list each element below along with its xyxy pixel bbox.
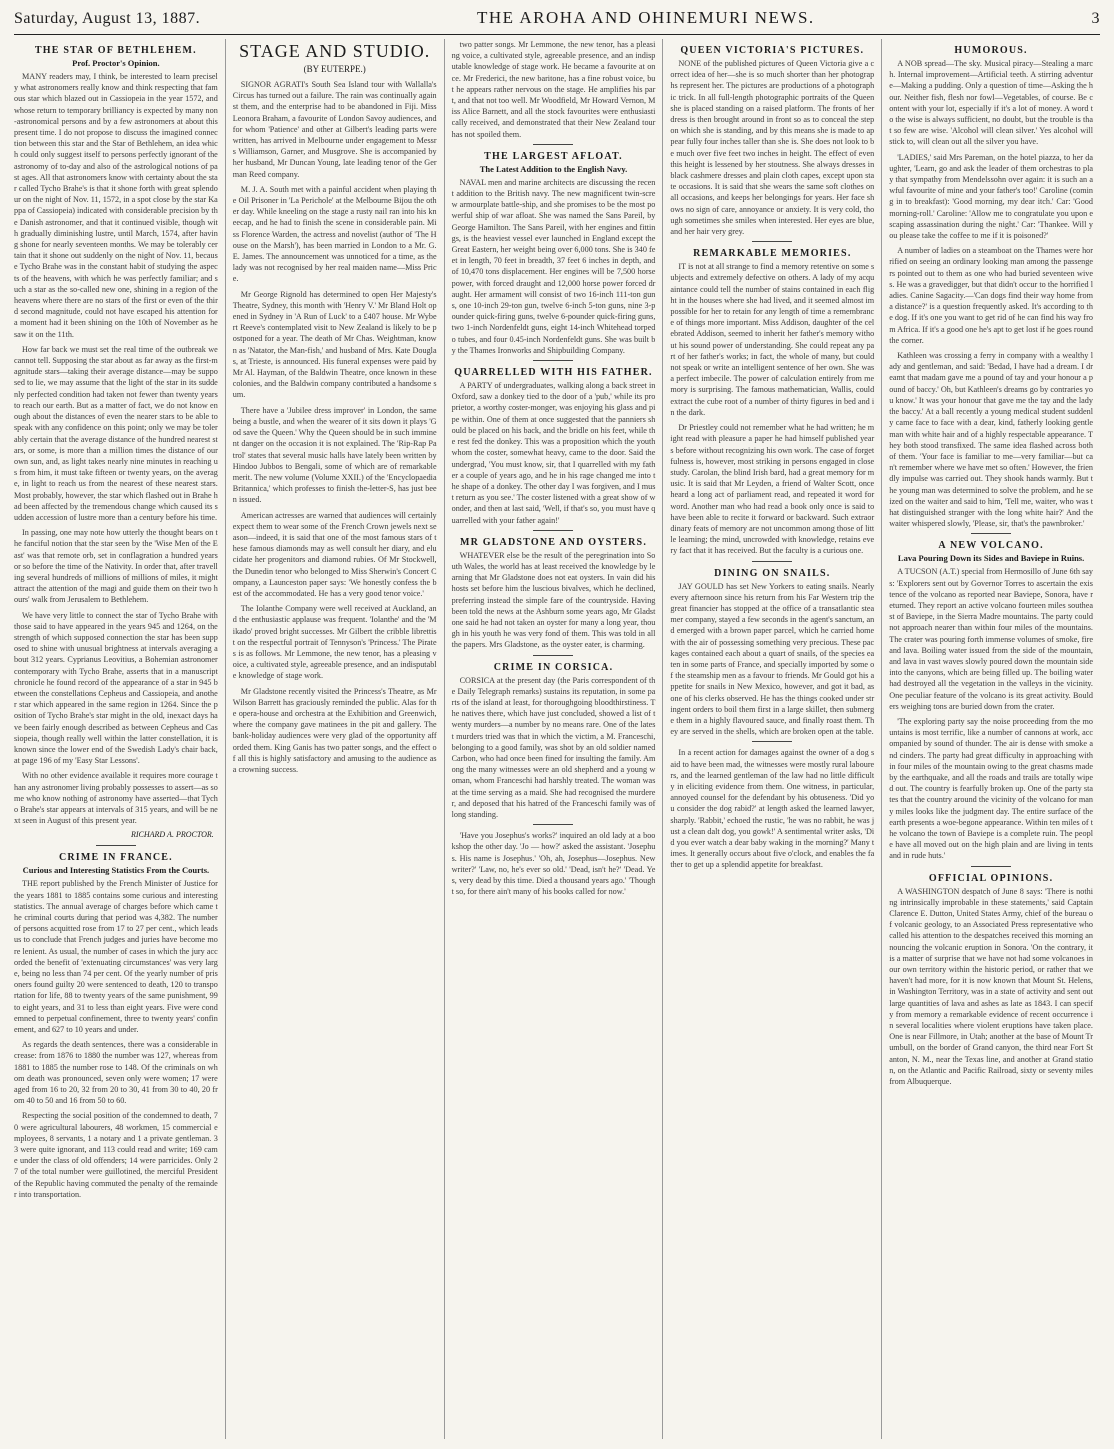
article-paragraph: A PARTY of undergraduates, walking along a back street in Oxford, saw a donkey tied to the door of a 'pub,' while its proprietor, a worthy coster-monger, was enjoying his glass and pipe within. One of them at once suggested that the panniers should be placed on his back, and the bridle on his feet, while the rest fed the donkey. This was a proposition which the youth whom the coster, somewhat heavy, came to the door. Said the undergrad, 'You must know, sir, that I quarrelled with my father a couple of years ago, and he in his rage changed me into the shape of a donkey. The other day I was forgiven, and I must return as you see.' The coster listened with a great show of wonder, and then at last said, 'Well, if that's so, you must have quarrelled with your father again!' [451,381,656,525]
article-paragraph: As regards the death sentences, there was a considerable increase: from 1876 to 1880 the number was 127, whereas from 1881 to 1885 the number rose to 148. Of the criminals on whom death was pronounced, seven only were women; 17 were aged from 16 to 20, 32 from 20 to 30, 41 from 30 to 40, 20 from 40 to 50 and 16 from 50 to 60. [14,1040,218,1106]
article-subhead-volcano: Lava Pouring Down its Sides and Baviepe in Ruins. [897,553,1085,564]
article-paragraph: A TUCSON (A.T.) special from Hermosillo of June 6th says: 'Explorers sent out by Governor Torres to ascertain the existence of the volcano as reported near Baviepe, Sonora, have returned. They report an active volcano fourteen miles southeast of Baviepe, in the Sierra Madre mountains. The party could not approach nearer than within four miles of the mountains. The crater was pouring forth immense volumes of smoke, fire and lava. Boiling water issued from the side of the mountain, and lava in vast waves slowly poured down the mountain side into the canyons, which are being filled up. The boiling water had destroyed all the vegetation in the valleys in the vicinity. One peculiar feature of the volcano is its great activity. Boulders weighing tons are buried down from the crater. [889,567,1093,711]
article-subhead-crime: Curious and Interesting Statistics From the Courts. [22,865,210,876]
divider [533,824,573,825]
article-heading-victoria: QUEEN VICTORIA'S PICTURES. [680,45,865,56]
article-paragraph: 'Have you Josephus's works?' inquired an old lady at a bookshop the other day. 'Jo — how?' asked the assistant. 'Josephus. His name is Josephus.' 'Oh, ah, Josephus—Josephus. New writer?' 'Law, no, he's ever so old.' 'Dead, isn't he?' 'Dead. Yes, very dead by this time. Died a thousand years ago.' 'Thought so, for there ain't many of his books called for now.' [451,831,656,897]
issue-date: Saturday, August 13, 1887. [14,10,201,27]
divider [533,530,573,531]
article-paragraph: Kathleen was crossing a ferry in company with a wealthy lady and gentleman, and said: 'Bedad, I have had a dream. I dreamt that madam gave me a pound of tay and your honour a pound of baccy.' Oh, but Kathleen's dreams go by contraries you know.' It was your honour that gave me the tay and the lady the baccy.' At a ball recently a young medical student suddenly came face to face with a dear, kind, fatherly looking gentleman with white hair and of a highly respectable appearance. They both stood transfixed. The same idea flashed across both of them. 'Your face is familiar to me—very familiar—but can't remember where we have met so often.' However, the friendly impulse was carried out. They shook hands warmly. But the young man was determined to solve the problem, and he seized on the waiter and said to him, 'Tell me, waiter, who was that distinguished stranger with the long white hair?' And the waiter whispered slowly, 'Please, sir, that's the pawnbroker.' [889,351,1093,529]
article-paragraph: 'The exploring party say the noise proceeding from the mountains is most terrific, like a number of cannons at work, accompanied by sound of thunder. The air is dense with smoke and cinders. The party had great difficulty in approaching within four miles of the mountain owing to the great chasms made by the earthquake, and all the roads and trails are totally wiped out. The country is fearfully broken up. One of the party states that the country around the vicinity of the volcano for many miles looks like the judgment day. The entire surface of the earth presents a woe-begone appearance. Within ten miles of the volcano the town of Baviepe is a complete ruin. The people have all moved out on the high plain and are living in tents and in rude huts.' [889,716,1093,861]
column-2 [226,39,445,1439]
column-5 [882,39,1100,1439]
article-signature: RICHARD A. PROCTOR. [130,830,214,840]
article-paragraph: In passing, one may note how utterly the thought bears on the fanciful notion that the star seen by the 'Wise Men of the East' was that remote orb, set in conflagration a hundred years or so before the time of the Nativity. In order that, after travelling several hundreds of millions of millions of miles, it might attract the attention of the magi and guide them on their two hours' walk from Jerusalem to Bethlehem. [14,528,218,605]
article-subhead-afloat: The Latest Addition to the English Navy. [479,163,628,174]
article-heading-star: THE STAR OF BETHLEHEM. [34,45,197,56]
article-paragraph: We have very little to connect the star of Tycho Brahe with those said to have appeared in the years 945 and 1264, on the strength of which supposed connection the star has been supposed to shine with unusual brightness at intervals averaging about 312 years. Cyprianus Leovitius, a Bohemian astronomer contemporary with Tycho Brahe, asserts that in a manuscript chronicle he found record of the appearance of a star in 945 between the constellations Cepheus and Cassiopeia, and another star which appeared in the same region in 1264. Since the position of Tycho Brahe's star might in the old, inexact days have been fairly enough described as between Cepheus and Cassiopeia, though really well within the latter constellation, it is known since the lower end of the Swedish Lady's chair back, at page 196 of my 'Easy Star Lessons'. [14,610,218,766]
article-paragraph: MANY readers may, I think, be interested to learn precisely what astronomers really know and think respecting that famous star which blazed out in Cassiopeia in the year 1572, and whose return to temporary brilliancy is expected by many non-astronomical persons and by a few astronomers at about this present time. I do not propose to discuss the imagined connection between this star and the Star of Bethlehem, an idea which could only suggest itself to persons perfectly ignorant of the astronomy of to-day and also of the astrological notions of past ages. All that astronomers know with certainty about the star called Tycho Brahe's is that it shone forth with great splendour on the night of Nov. 11, 1572, in a spot close by the star Kappa of Cassiopeia) indicated with considerable precision by the Danish astronomer, and that it continued visible, though with gradually diminishing lustre, until March, 1574, after having shone for nearly seventeen months. We may be tolerably certain that it shone out suddenly on the night of Nov. 11, because Tycho Brahe was in the constant habit of studying the aspects of the heavens, with which he was perfectly familiar; and such a star as the so-called new one, shining in a region of the heavens where there are no stars of the first or even of the third second magnitude, could not have escaped his attention for a moment had it been shining on the 10th of November as he saw it on the 11th. [14,72,218,339]
divider [533,360,573,361]
article-paragraph: A WASHINGTON despatch of June 8 says: 'There is nothing intrinsically improbable in these statements,' said Captain Clarence E. Dutton, United States Army, chief of the bureau of volcanic geology, to an Associated Press representative who called his attention to the despatches received this morning announcing the volcanic eruption in Sonora. 'On the contrary, it is a matter of surprise that we have not had some volcanoes in our own territory within the historic period, or rather that we haven't had more, for it is now known that Mount St. Helens, in Washington Territory, was in a state of activity and sent out large quantities of lava and ashes as late as 1843. I can specify from memory a remarkable evidence of recent occurrence in several localities where violent eruptions have taken place. One is near Fillmore, in Utah; another at the base of Mount Trumbull, on the border of Grand canyon, the third near Fort Stanton, N. M., near the Texas line, and another at Grand station, on the Atlantic and Pacific Railroad, sixty or seventy miles from Albuquerque. [889,886,1093,1087]
article-paragraph: SIGNOR AGRATI's South Sea Island tour with Wallalla's Circus has turned out a failure. The rain was continually against them, and the enterprise had to be abandoned in Fiji. Miss Leonora Braham, a favourite of London Savoy audiences, and for whom 'Patience' and other at Gilbert's leading parts were written, has arrived in Melbourne under engagement to Messrs Williamson, Garner, and Musgrove. She is accompanied by her husband, Mr Duncan Young, late leading tenor of the German Reed company. [232,80,437,179]
article-paragraph: The Iolanthe Company were well received at Auckland, and the enthusiastic applause was frequent. 'Iolanthe' and the 'Mikado' proved bright successes. Mr Gilbert the cribble librettist on the respectful portrait of Tennyson's 'Princess.' The Pirates is as follows. Mr Lemmone, the new tenor, has a pleasing voice, a cultivated style, agreeable presence, and an indisputable knowledge of stage work. [232,604,437,681]
article-paragraph: There have a 'Jubilee dress improver' in London, the same being a bustle, and when the wearer of it sits down it plays 'God save the Queen.' Why the Queen should be in such imminent danger on the occasion it is not explained. The 'Rip-Rap Patrol' states that several music halls have lately been written by Hindoo Jubbos to Bengali, some of which are of remarkable merit. The new volume (Volume XXII.) of the 'Encyclopaedia Britannica,' which professes to finish the-letter-S, has just been issued. [232,405,437,505]
article-heading-volcano: A NEW VOLCANO. [938,540,1044,552]
article-paragraph: A number of ladies on a steamboat on the Thames were horrified on seeing an ordinary looking man among the passengers pointed out to them as one who had buried seventeen wives. He was a gravedigger, but that didn't occur to the horrified ladies. Canine Sagacity.—'Can dogs find their way home from a distance?' is a question frequently asked. It's according to the dog. If it's one you want to get rid of he can find his way from Africa. If it's a good one he's apt to get lost if he goes round the corner. [889,246,1093,345]
article-paragraph: THE report published by the French Minister of Justice for the years 1881 to 1885 contains some curious and interesting statistics. The annual average of charges before which came the criminal courts during that period was 4,382. The number of persons acquitted rose from 17 to 27 per cent., which leads us to conclude that French judges and juries have become more lenient. As usual, the number of cases in which the jury accorded the benefit of 'extenuating circumstances' was very large, being no less than 74 per cent. Of the yearly number of prisoners found guilty 20 were sentenced to death, 120 to transportation for life, 88 to twenty years of the same punishment, 99 to eight years, and 31 to less than eight years. Five were condemned to perpetual confinement, three to twenty years' confinement, and 627 to 10 years and under. [14,879,218,1035]
article-paragraph: Mr Gladstone recently visited the Princess's Theatre, as Mr Wilson Barrett has graciously reminded the public. Alas for the opera-house and orchestra at the Exhibition and Greenwich, where the company gave matinees in the pit and gallery. The bank-holiday audiences were very glad of the opportunity afforded them. King Ganis has two patter songs, and the effect of all this is highly satisfactory and amusing to the audience as a crowning success. [232,686,437,774]
section-byline: (BY EUTERPE.) [303,64,366,74]
divider [752,241,792,242]
article-paragraph: In a recent action for damages against the owner of a dog said to have been mad, the witnesses were mostly rural labourers, and the learned gentleman of the law had no little difficulty in eliciting evidence from them. One witness, in particular, annoyed counsel for the defendant by his obtuseness. 'Did you consider the dog rabid?' at length asked the learned lawyer, sharply. 'Rabbit,' echoed the rustic, 'he was no rabbit, he was just a clean dalt dog, you gowk!' A sentimental writer asks, 'Did you ever watch a dear baby waking in the morning?' Many times. It generally occurs about five o'clock, and enables the father to get up a splendid appetite for breakfast. [670,748,875,870]
article-paragraph: 'LADIES,' said Mrs Pareman, on the hotel piazza, to her daughter, 'Learn, go and ask the leader of them orchestras to play that sympathy from Mendelssohn over again: it is such an awful favourite of mine and your father's too!' Caroline (coming in to breakfast): 'Good morning, my dear itch.' Car: 'Good morning-roll.' Caroline: 'Allow me to congratulate you upon escaping assassination during the night.' Car: 'Thankee. Will you please take the coffee to me if it is poisoned?' [889,152,1093,241]
column-1 [14,39,226,1439]
article-subhead-star: Prof. Proctor's Opinion. [72,58,160,68]
article-paragraph: CORSICA at the present day (the Paris correspondent of the Daily Telegraph remarks) sustains its reputation, in some parts of the island at least, for thoroughgoing bloodthirstiness. The natives there, which have just concluded, showed a list of twenty murders—a number by no means rare. One of the latest murders tried was that in which the victim, a M. Franceschi, belonging to a good family, was shot by an old soldier named Carbon, who had once been fined for insulting the family. Among the many witnesses were an old shepherd and a young woman, whom Franceschi had harshly treated. The woman was at the time serving as a maid. She had recognised the murderer, and deposed that his hatred of the Franceschi family was of long standing. [451,675,656,819]
article-paragraph: How far back we must set the real time of the outbreak we cannot tell. Supposing the star about as far away as the first-magnitude stars—taking their average distance—may be supposed to lie, we may assume that the light of the star in its suddenly perfected condition had taken not fewer than twenty years to reach our earth. But as a matter of fact, we do not know enough about the distances of even the nearer stars to be able to speak with any confidence on this point; only we may be tolerably certain that the average distance of the hundred nearest stars, or some, is more than a million times the distance of our own sun, and, as light takes nearly nine minutes in reaching us from him, it must take fifteen or twenty years, on the average, in light to reach us from the nearest of these nearest stars. Most probably, however, the star which flashed out in Brahe had been affected by the tremendous change which caused its sudden accession of lustre more than a century before his time. [14,344,218,522]
divider [752,561,792,562]
divider [971,533,1011,534]
article-paragraph: Mr George Rignold has determined to open Her Majesty's Theatre, Sydney, this month with 'Henry V.' Mr Bland Holt opened in Sydney in 'A Run of Luck' to a £407 house. Mr Wybert Reeve's contemplated visit to New Zealand is likely to be postponed for a year. The death of Mr Chas. Weightman, known as 'Natator, the Man-fish,' and husband of Mrs. Kate Douglas, at Trieste, is announced. His funeral expenses were paid by Mr Al. Hayman, of the Baldwin Theatre, once known in these colonies, and the Baldwin company contributed a handsome sum. [232,289,437,400]
article-paragraph: American actresses are warned that audiences will certainly expect them to wear some of the French Crown jewels next season—indeed, it is said that one of the most famous stars of these famous diamonds may as well consult her diary, and elucidate her progenitors and diamond rubies. Of Mr Stockwell, the Dunedin tenor who belonged to Miss Sherwin's Concert Company, a Launceston paper says: 'We honestly confess the best of the accommodated. He has a very good tenor voice.' [232,510,437,598]
article-paragraph: NONE of the published pictures of Queen Victoria give a correct idea of her—she is so much shorter than her photographs represent her. The pictures are productions of a photographic trick. In all full-length photographic portraits of the Queen she is placed standing on a raised platform. The fronts of her dress is then brought around in front so as to conceal the step on which she is standing, and by this means she is made to appear fully four inches taller than she is. She does not look to be much over five feet two inches in height. The effect of even this height is lessened by her stoutness. She always dresses in black cashmere dresses and plain cloth capes, except upon state occasions. It is said that she wears the same soft clothes on all occasions, and keeps her belongings for years. Her face shows no sign of care, annoyance or anxiety. It is very cold, though sometimes she smiles when interested. Her eyes are blue, and her hair very grey. [670,59,875,237]
article-paragraph: NAVAL men and marine architects are discussing the recent addition to the British navy. The new magnificent twin-screw armourplate battle-ship, and she promises to be the most powerful ship of war afloat. She was named the Sans Pareil, by George Hamilton. The Sans Pareil, with her engines and fittings, is the heaviest vessel ever launched in England except the Great Eastern, her weight being over 6,000 tons. She is 340 feet in length, 70 feet in breadth, 37 feet 6 inches in depth, and of 10,470 tons displacement. Her engines will be 7,500 horse power, with forced draught and 12,000 horse power forced draught. Her armament will consist of two 16-inch 111-ton guns, one 10-inch 29-ton gun, twelve 6-inch 5-ton guns, nine 3-pounder quick-firing guns, twelve 6-pounder quick-firing guns, two 1-inch Nordenfeldt guns, eight 14-inch Whitehead torpedo tubes, and four 0.45-inch Nordenfeldt guns. She was built by the Thames Ironworks and Shipbuilding Company. [451,177,656,355]
article-paragraph: WHATEVER else be the result of the peregrination into South Wales, the world has at least received the knowledge by learning that Mr Gladstone does not eat oysters. In vain did his hosts set before him the luscious bivalves, which he declined, preferring instead the simple fare of the countryside. Having been told the news at the Ashburn some years ago, Mr Gladstone said he had not taken an oyster for many a long year, though in his youth he was very fond of them. This was told in all the papers. Mrs Gladstone, as the oyster eater, is charming. [451,550,656,650]
article-heading-snails: DINING ON SNAILS. [714,567,831,579]
article-heading-gladstone: MR GLADSTONE AND OYSTERS. [459,536,648,548]
article-heading-memories: REMARKABLE MEMORIES. [693,248,852,260]
article-paragraph: Dr Priestley could not remember what he had written; he might read with pleasure a paper he had himself published years before without recognizing his own work. The case of forgetfulness is, however, most striking in persons engaged in close study. Carolan, the blind Irish bard, had a great memory for music. It is said that Mr Leyden, a friend of Walter Scott, once heard a long act of parliament read, and repeated it word for word. Another man who had read a book only once is said to have been able to recite it forward or backward. Such extraordinary feats of memory are not uncommon among those of little learning; the mind, uncrowded with knowledge, retains every fact that it has received. But the faculty is a curious one. [670,423,875,556]
column-4 [663,39,882,1439]
article-paragraph: A NOB spread—The sky. Musical piracy—Stealing a march. Internal improvement—Artificial teeth. A stirring adventure—Making a pudding. Only a question of time—Asking the hour. Neither fish, flesh nor fowl—Vegetables, of course. Be content with your lot, especially if it's a lot of money. A word to the wise is always sufficient, no doubt, but the trouble is that so few are wise. 'Alcohol will clean silver.' Yes alcohol will stick to, will clean out all the silver you have. [889,59,1093,147]
article-paragraph: M. J. A. South met with a painful accident when playing the Oil Prisoner in 'La Perichole' at the Melbourne Bijou the other day. While kneeling on the stage a rusty nail ran into his kneecap, and he had to finish the scene in considerable pain. Miss Florence Warden, the actress and novelist (author of 'The House on the Marsh'), has been married in London to a Mr. G. E. James. The announcement was unnoticed for a time, as the lady was not recognised by her real maiden name—Miss Price. [232,184,437,284]
divider [533,655,573,656]
article-heading-humorous: HUMOROUS. [954,45,1028,56]
article-paragraph: IT is not at all strange to find a memory retentive on some subjects and extremely defective on others. A lady of my acquaintance could tell the number of stains contained in each flight in the houses where she had lived, and it seemed almost impossible for her to retain for any length of time a remembrance of things more important. Miss Addison, daughter of the celebrated Addison, seemed to inherit her father's memory without his sound power of understanding. She could repeat any part of her father's works; in fact, the whole of many, but could not speak or write an intelligent sentence of her own. She was a perfect imbecile. The power of calculation entirely from memory is surprising. The famous mathematician, Wallis, could extract the cube root of a number of thirty figures in bed and in the dark. [670,262,875,417]
article-heading-opinions: OFFICIAL OPINIONS. [928,872,1054,884]
article-paragraph: Respecting the social position of the condemned to death, 70 were agricultural labourers, 48 workmen, 15 commercial employees, 8 servants, 1 a notary and 1 a private gentleman. 33 were quite ignorant, and 113 could read and write; 169 came under the class of old offenders; 14 were parricides. Only 27 of the total number were guillotined, the merciful President of the Republic having commuted the penalty of the remainder into transportation. [14,1111,218,1199]
divider [752,741,792,742]
divider [533,144,573,145]
section-heading-stage: STAGE AND STUDIO. [239,41,431,61]
newspaper-title: THE AROHA AND OHINEMURI NEWS. [476,8,815,27]
columns [14,39,1100,1439]
masthead [14,8,1100,35]
article-heading-quarrelled: QUARRELLED WITH HIS FATHER. [454,367,653,379]
article-heading-corsica: CRIME IN CORSICA. [493,661,614,673]
article-paragraph: JAY GOULD has set New Yorkers to eating snails. Nearly every afternoon since his return from his Far Western trip the great financier has stopped at the office of a transatlantic steamer company, stayed a few seconds in the agent's sanctum, and emerged with a brown paper parcel, which he carried home with the air of possessing something very precious. These packages contained each about a quart of snails, of the species eaten in some parts of France, and specially imported by some of the steamship men as a favour to friends. Mr Gould got his appetite for snails in New Mexico, however, and got it bad, as one of his clerks observed. He has the things cooked under stringent orders to boil them first in a large skillet, then submerge them in a highly flavoured sauce, and finally roast them. They are served in the shells, which are broken open at the table. [670,581,875,737]
divider [96,845,136,846]
article-paragraph: two patter songs. Mr Lemmone, the new tenor, has a pleasing voice, a cultivated style, agreeable presence, and an indisputable knowledge of stage work. He became a favourite at once. Mr Frederici, the new baritone, has a fine robust voice, but he appears rather nervous on the stage. He amplifies his part, and that not too well. Mr Woodfield, Mr Howard Vernon, Miss Alice Barnett, and all the stock favourites were enthusiastically received, and demonstrated that their New Zealand tour has not spoiled them. [451,40,656,139]
column-3 [445,39,664,1439]
divider [971,866,1011,867]
article-heading-afloat: THE LARGEST AFLOAT. [484,150,623,162]
page-number: 3 [1091,10,1100,27]
article-heading-crime: CRIME IN FRANCE. [58,852,173,864]
article-paragraph: With no other evidence available it requires more courage than any astronomer living probably possesses to assert—as some who know nothing of astronomy have asserted—that Tycho Brahe's star appears at intervals of 315 years, and will be next seen in August of this present year. [14,771,218,826]
